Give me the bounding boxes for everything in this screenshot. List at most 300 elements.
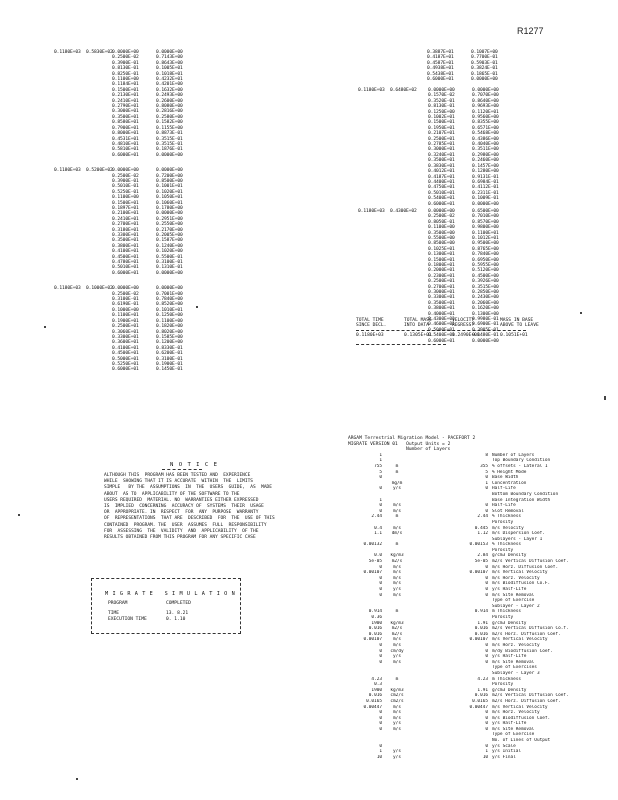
param-cell: m2/s Vertical Diffusion Co.f. xyxy=(492,626,569,632)
table-cell: 0.6571E+00 xyxy=(472,125,499,131)
param-cell: 2.44 xyxy=(371,514,382,520)
table-cell: 0.1620E+00 xyxy=(472,306,499,312)
param-cell: 0 xyxy=(379,726,382,732)
param-cell: m xyxy=(395,463,399,469)
param-cell: y/s xyxy=(393,486,401,492)
table-cell: 0.8580E+01 xyxy=(112,120,139,126)
param-cell: 0.00107 xyxy=(363,570,382,576)
table-cell: 0.5250E-01 xyxy=(112,189,139,195)
table-cell: 0.4500E+01 xyxy=(112,351,139,357)
param-cell: y/s xyxy=(393,721,401,727)
table-cell: 0.1009E-01 xyxy=(472,196,499,202)
table-cell: 0.4112E-01 xyxy=(472,185,499,191)
param-cell: 5 xyxy=(485,469,488,475)
param-cell: 0.914 xyxy=(368,609,382,615)
table-cell: 0.2500E+01 xyxy=(428,279,455,285)
param-cell: m/s Horz. Velocity xyxy=(492,642,540,648)
param-cell: y/s Scale xyxy=(492,743,516,749)
table-cell: 0.6950E+00 xyxy=(472,257,499,263)
param-cell: m/s xyxy=(393,570,401,576)
table-cell: 0.8050E-01 xyxy=(428,219,455,225)
param-cell: 5e-05 xyxy=(474,559,488,565)
table-cell: 0.5500E+00 xyxy=(428,235,455,241)
param-cell: 0 xyxy=(379,564,382,570)
param-cell: Type of Exercises xyxy=(492,665,537,671)
param-cell: m/s Horz. Velocity xyxy=(492,575,540,581)
param-cell: 0.914 xyxy=(474,609,488,615)
param-cell: m/s Biodiffusion Co.F. xyxy=(492,581,551,587)
table-key xyxy=(54,153,112,158)
table-cell: 0.0000E+00 xyxy=(156,50,183,55)
param-cell: 0.016 xyxy=(368,626,382,632)
table-cell: 0.6500E+00 xyxy=(472,208,499,214)
table-cell: 0.5120E+00 xyxy=(472,268,499,274)
summary-value-2: 0.1305E+01 xyxy=(404,333,432,339)
table-cell: 0.2300E+01 xyxy=(428,273,455,279)
table-cell: 0.6190E-01 xyxy=(112,302,139,308)
table-cell: 0.1025E+01 xyxy=(428,246,455,252)
param-cell: 0 xyxy=(379,654,382,660)
table-cell: 0.4000E+01 xyxy=(428,311,455,317)
param-cell: 1.91 xyxy=(477,687,488,693)
table-cell: 0.1100E+00 xyxy=(112,77,139,83)
table-cell: 0.1020E+01 xyxy=(156,189,183,195)
table-cell: 0.9800E+00 xyxy=(472,225,499,231)
param-cell: % Thickness xyxy=(492,542,522,548)
param-cell: g/cm3 Density xyxy=(492,687,527,693)
notice-line: CONTAINED PROGRAM. THE USER ASSUMES FULL RESPONSIBILITY xyxy=(104,522,267,528)
run-box-row-label: EXECUTION TIME xyxy=(108,617,147,622)
param-cell: No. of Lines of Output xyxy=(492,738,551,744)
table-cell: 0.4100E+01 xyxy=(112,345,139,351)
table-cell: 0.0000E+00 xyxy=(472,338,499,344)
param-cell: Base Integration Width xyxy=(492,497,551,503)
param-cell: 0 xyxy=(485,575,488,581)
table-cell: 0.5010E-01 xyxy=(112,184,139,190)
table-cell: 0.6900E-01 xyxy=(472,322,499,328)
param-cell: 0.445 xyxy=(474,525,488,531)
table-cell: 0.9500E+00 xyxy=(472,241,499,247)
param-cell: 0 xyxy=(485,642,488,648)
table-cell: 0.1450E-01 xyxy=(156,367,183,373)
table-cell: 0.5500E-01 xyxy=(156,254,183,260)
table-cell: 0.3500E+00 xyxy=(428,230,455,236)
table-cell: 0.1100E+01 xyxy=(472,230,499,236)
param-cell: Porosity xyxy=(492,682,514,688)
param-cell: Number of Layers xyxy=(492,452,535,458)
param-cell: 0 xyxy=(485,659,488,665)
table-cell: 0.3905E-01 xyxy=(472,327,499,333)
table-cell: 0.1800E+01 xyxy=(428,263,455,268)
table-row xyxy=(54,153,204,158)
table-cell: 0.3000E+01 xyxy=(428,290,455,296)
param-cell: 1.1 xyxy=(374,531,382,537)
run-box-row-label: TIME xyxy=(108,611,120,616)
param-cell: 0.016 xyxy=(368,631,382,637)
param-cell: m2/s Horz. Diffusion Coef. xyxy=(492,631,561,637)
table-cell: 0.8873E-01 xyxy=(156,131,183,137)
param-cell: Porosity xyxy=(492,547,514,553)
param-cell: m2/s Vertical Diffusion Coef. xyxy=(492,559,569,565)
table-cell: 0.1120E+01 xyxy=(472,109,499,115)
table-cell: 0.1500E+01 xyxy=(112,200,139,206)
param-cell: m xyxy=(395,609,399,615)
param-cell: 0 xyxy=(485,475,488,481)
summary-header-1: TOTAL TIME SINCE DECL. xyxy=(356,318,387,329)
param-cell: 0 xyxy=(485,508,488,514)
table-cell: 0.1001E+01 xyxy=(156,184,183,190)
table-cell: 0.4012E+01 xyxy=(428,169,455,175)
param-cell: m xyxy=(395,514,399,520)
table-cell: 0.2816E+00 xyxy=(156,109,183,115)
table-cell: 0.2700E+01 xyxy=(428,284,455,290)
top-right-data-tables xyxy=(358,88,518,346)
notice-line: OF REPRESENTATIONS THAT ARE DESCRIBED FOR THE USE OF THIS xyxy=(104,516,275,522)
table-cell: 0.3511E+00 xyxy=(472,147,499,153)
table-cell: 0.3600E+01 xyxy=(112,340,139,346)
table-cell: 0.2311E-01 xyxy=(472,190,499,196)
param-cell: 1 xyxy=(485,480,488,486)
param-cell: % Thickness xyxy=(492,514,522,520)
notice-line: OR APPROPRIATE. IN RESPECT FOR ANY PURPOSE WARRANTY xyxy=(104,510,259,516)
table-cell: 0.3800E+01 xyxy=(112,243,139,249)
table-cell: 0.4187E+01 xyxy=(428,174,455,180)
param-cell: 0 xyxy=(379,715,382,721)
param-cell: 0.4 xyxy=(374,525,382,531)
notice-line: WHILE SHOWING THAT IT IS ACCURATE WITHIN THE LIMITS xyxy=(104,479,254,485)
param-section-title: Number of Layers xyxy=(406,447,451,453)
table-cell: 0.1280E+00 xyxy=(472,169,499,175)
param-cell: 0 xyxy=(485,721,488,727)
param-cell: 0.00107 xyxy=(363,637,382,643)
summary-block xyxy=(356,318,556,345)
table-cell: 0.8250E-01 xyxy=(112,71,139,77)
param-cell: 1 xyxy=(379,452,382,458)
param-cell: y/s xyxy=(393,754,401,760)
table-cell: 0.8640E+00 xyxy=(472,98,499,104)
table-cell: 0.8500E+00 xyxy=(156,178,183,184)
param-cell: 2.84 xyxy=(477,553,488,559)
run-box-row-value: 13. 8.21 xyxy=(166,611,189,616)
table-cell: 0.1000E+00 xyxy=(112,307,139,313)
table-cell: 0.7900E+01 xyxy=(112,125,139,131)
param-cell xyxy=(412,755,444,761)
table-cell: 0.3100E-01 xyxy=(156,356,183,362)
table-cell: 0.2700E+01 xyxy=(112,222,139,228)
param-cell: Base Width xyxy=(492,475,519,481)
table-cell: 0.3060E+01 xyxy=(112,329,139,335)
table-cell: 0.2170E+00 xyxy=(156,227,183,233)
param-cell: Bottom Boundary Condition xyxy=(492,491,559,497)
table-cell: 0.8570E+00 xyxy=(472,219,499,225)
table-cell: 0.4600E+01 xyxy=(428,322,455,328)
scan-speck xyxy=(44,326,46,328)
param-cell: Concentration xyxy=(492,480,527,486)
table-cell: 0.0000E+00 xyxy=(156,152,183,158)
table-cell: 0.6200E-01 xyxy=(156,351,183,357)
param-cell: 0 xyxy=(485,592,488,598)
table-cell: 0.1020E+00 xyxy=(156,249,183,255)
param-header-line-1: ARGAM Terrestrial Migration Model - PACEFORT 2 xyxy=(348,436,476,441)
param-cell: 0 xyxy=(379,575,382,581)
table-cell: 0.1900E-01 xyxy=(156,361,183,367)
param-cell: m/s Horz. Velocity xyxy=(492,710,540,716)
table-cell: 0.1500E+01 xyxy=(428,257,455,263)
param-cell: m/s Dispersion Coef. xyxy=(492,531,545,537)
param-cell: Sublayer - Layer 2 xyxy=(492,603,540,609)
table-cell: 0.1876E-01 xyxy=(156,147,183,153)
data-table xyxy=(54,50,204,158)
table-cell: 0.8000E+01 xyxy=(112,131,139,137)
param-cell: kg/m3 xyxy=(390,687,404,693)
table-cell: 0.1012E+01 xyxy=(472,235,499,241)
table-cell: 0.6984E-01 xyxy=(472,179,499,185)
param-cell: 0.00107 xyxy=(469,570,488,576)
param-cell: m/s Site Removal xyxy=(492,659,535,665)
param-cell: m/s xyxy=(393,715,401,721)
table-cell: 0.3240E+01 xyxy=(428,152,455,158)
param-cell: 0 xyxy=(379,721,382,727)
table-cell: 0.5000E+01 xyxy=(428,327,455,333)
notice-block xyxy=(104,462,314,541)
table-cell: 0.2500E+01 xyxy=(428,136,455,142)
param-cell: 1900 xyxy=(371,687,382,693)
param-cell: m/s xyxy=(393,592,401,598)
param-cell: 0.00153 xyxy=(469,542,488,548)
table-cell: 0.3180E+01 xyxy=(112,227,139,233)
param-cell: 0 xyxy=(379,710,382,716)
param-cell: 0 xyxy=(379,486,382,492)
summary-value-3: 0.2490E+00 xyxy=(452,333,480,339)
table-cell: 0.3500E+01 xyxy=(428,300,455,306)
table-cell: 0.4780E+01 xyxy=(112,260,139,266)
table-cell: 0.4187E+01 xyxy=(427,55,454,61)
param-cell: m Thickness xyxy=(492,676,522,682)
run-box-row-value: 0. 1.10 xyxy=(166,617,186,622)
notice-line: SIMPLE BY THE ASSUMPTIONS IN THE USERS GUIDE, AS MADE xyxy=(104,485,272,491)
param-cell: % Height Mode xyxy=(492,469,527,475)
param-cell: m/s xyxy=(393,575,401,581)
table-cell: 0.8355E+00 xyxy=(472,120,499,126)
table-cell: 0.1632E+00 xyxy=(156,87,183,93)
table-key: 0.1180E+03 0.5200E+02 xyxy=(54,168,113,174)
param-cell: 0 xyxy=(379,642,382,648)
table-cell: 0.5955E+00 xyxy=(472,263,499,268)
param-cell: 5 xyxy=(379,469,382,475)
table-cell: 0.5810E+01 xyxy=(112,147,139,153)
notice-title: N O T I C E xyxy=(169,462,219,468)
table-cell: 0.2500E-02 xyxy=(112,55,139,61)
table-cell: 0.9560E+00 xyxy=(472,115,499,121)
table-cell: 0.6000E+01 xyxy=(428,201,455,207)
param-cell: 0.0165 xyxy=(366,698,382,704)
table-cell: 0.1500E+01 xyxy=(112,87,139,93)
param-cell: y/s Initial xyxy=(492,749,522,755)
param-cell: 0 xyxy=(485,726,488,732)
notice-title-rule xyxy=(162,469,202,470)
param-cell: m/s Velocity xyxy=(492,525,524,531)
param-cell: 0 xyxy=(379,587,382,593)
table-cell: 0.6000E+01 xyxy=(427,77,454,83)
table-row xyxy=(54,271,204,276)
table-cell: 0.1310E-01 xyxy=(156,265,183,271)
table-cell: 0.2580E+00 xyxy=(156,114,183,120)
param-cell: m/s Biodiffusion Coef. xyxy=(492,715,551,721)
table-cell: 0.7001E+00 xyxy=(156,291,183,297)
table-key: 0.1180E+03 0.1000E+02 xyxy=(54,286,113,292)
param-cell: y/s Final xyxy=(492,754,516,760)
param-cell: 0 xyxy=(485,743,488,749)
scan-speck xyxy=(604,396,606,400)
param-cell: 0.00132 xyxy=(363,542,382,548)
param-cell: 1 xyxy=(379,497,382,503)
table-cell: 0.2410E+01 xyxy=(112,216,139,222)
parameter-listing xyxy=(348,436,588,760)
table-row xyxy=(427,77,507,82)
table-cell: 0.4500E+01 xyxy=(112,254,139,260)
table-cell: 0.3000E+01 xyxy=(112,109,139,115)
table-cell: 0.4500E+00 xyxy=(472,273,499,279)
scan-speck xyxy=(76,778,78,780)
summary-header-2: TOTAL MASS INTO DATA xyxy=(404,318,432,329)
param-cell: 0 xyxy=(379,592,382,598)
table-cell: 0.1897E+01 xyxy=(112,205,139,211)
table-cell: 0.2550E+00 xyxy=(156,222,183,228)
table-cell: 0.4587E+01 xyxy=(427,60,454,66)
table-key xyxy=(54,367,112,372)
param-cell: m/s Horz. Diffusion Coef. xyxy=(492,564,559,570)
param-cell: y/s xyxy=(393,749,401,755)
summary-value-1: 0.1180E+03 xyxy=(356,333,384,339)
param-cell: 10 xyxy=(376,754,382,760)
table-cell: 0.1100E+00 xyxy=(156,318,183,324)
table-cell: 0.8130E-01 xyxy=(428,104,455,110)
param-cell: m/s Site Removal xyxy=(492,726,535,732)
param-cell: m2/s Horz. Diffusion Coef. xyxy=(492,698,561,704)
table-cell: 0.1100E+00 xyxy=(112,195,139,201)
table-cell: 0.3300E+01 xyxy=(112,233,139,238)
table-cell: 0.3520E-01 xyxy=(428,98,455,104)
table-row xyxy=(358,202,518,207)
table-cell: 0.1250E+00 xyxy=(156,313,183,319)
param-cell: m/s xyxy=(393,503,401,509)
table-cell: 0.2060E+00 xyxy=(472,300,499,306)
page-id: R1277 xyxy=(517,26,544,36)
table-cell: 0.1570E-02 xyxy=(428,93,455,99)
param-cell: m/s xyxy=(393,704,401,710)
notice-line: FOR ASSESSING THE VALIDITY AND APPLICABILITY OF THE xyxy=(104,528,259,534)
table-cell: 0.3800E+01 xyxy=(428,306,455,312)
data-table xyxy=(358,88,518,207)
param-cell: 1 xyxy=(485,749,488,755)
summary-header-3: VELOCITY REGRESS? xyxy=(452,318,475,329)
table-cell: 0.3515E-01 xyxy=(156,141,183,147)
table-cell: 0.2500E-02 xyxy=(112,173,139,179)
param-cell: 0 xyxy=(379,743,382,749)
summary-value-4: 0.1051E+01 xyxy=(500,333,528,339)
table-cell: 0.7200E+00 xyxy=(156,173,183,179)
table-cell: 0.2980E+00 xyxy=(472,152,499,158)
param-cell: m/s xyxy=(393,726,401,732)
param-cell: 0 xyxy=(379,659,382,665)
param-cell: Sublayers - Layer 1 xyxy=(492,536,543,542)
table-cell: 0.7070E+00 xyxy=(472,93,499,99)
table-cell: 0.1950E+01 xyxy=(428,125,455,131)
table-cell: 0.5010E+01 xyxy=(112,265,139,271)
table-cell: 0.1200E+00 xyxy=(156,340,183,346)
param-cell: m xyxy=(395,542,399,548)
scan-speck xyxy=(18,514,20,516)
param-cell: Porosity xyxy=(492,615,514,620)
param-cell: Porosity xyxy=(492,519,514,525)
table-cell: 0.2460E+00 xyxy=(472,158,499,164)
table-cell: 0.4100E+01 xyxy=(112,249,139,255)
run-box-col-b: COMPLETED xyxy=(166,601,191,606)
table-cell: 0.5438E+01 xyxy=(427,71,454,77)
table-cell: 0.1900E+01 xyxy=(112,318,139,324)
param-cell: 0 xyxy=(379,503,382,509)
table-cell: 0.3900E-01 xyxy=(112,178,139,184)
table-cell: 0.0000E+00 xyxy=(428,88,455,93)
table-cell: 0.1100E+00 xyxy=(428,225,455,231)
table-cell: 0.1300E+00 xyxy=(472,311,499,317)
table-cell: 0.3926E+00 xyxy=(472,279,499,285)
param-cell: Half-Life xyxy=(492,486,516,492)
param-cell: cm/dy xyxy=(390,648,404,654)
param-cell: Slot Removal xyxy=(492,508,524,514)
table-cell: 0.9693E+00 xyxy=(472,104,499,110)
param-cell: kg/m3 xyxy=(390,553,404,559)
table-cell: 0.7840E+00 xyxy=(472,252,499,258)
table-cell: 0.4938E+01 xyxy=(427,66,454,72)
run-box-title: M I G R A T E S I M U L A T I O N xyxy=(105,591,236,597)
param-cell: Top Boundary Condition xyxy=(492,458,551,464)
param-cell: m/s Vertical Velocity xyxy=(492,570,548,576)
param-cell: m/s xyxy=(393,710,401,716)
table-cell: 0.8130E-01 xyxy=(112,66,139,72)
param-cell: Half-Life xyxy=(492,503,516,509)
table-cell: 0.4300E+01 xyxy=(428,317,455,323)
table-cell: 0.1480E-01 xyxy=(472,333,499,339)
table-cell: 0.8500E+00 xyxy=(428,241,455,247)
notice-line: IS IMPLIED CONCERNING ACCURACY OF SYSTEMS THEIR USAGE xyxy=(104,504,264,510)
param-cell: 0.016 xyxy=(474,626,488,632)
param-cell: 4.23 xyxy=(371,676,382,682)
param-cell: 755 xyxy=(374,463,382,469)
param-cell: 0.016 xyxy=(474,631,488,637)
param-cell: m/s xyxy=(393,659,401,665)
param-cell: g/cm3 Density xyxy=(492,620,527,626)
table-cell: 0.1100E+01 xyxy=(112,313,139,319)
table-cell: 0.4386E+00 xyxy=(472,136,499,142)
table-cell: 0.1780E+00 xyxy=(156,205,183,211)
table-cell: 0.8080E+00 xyxy=(156,104,183,110)
table-cell: 0.5250E+01 xyxy=(112,361,139,367)
table-cell: 0.6000E+01 xyxy=(112,367,139,373)
table-cell: 0.3300E+01 xyxy=(112,334,139,340)
table-cell: 0.3000E+01 xyxy=(428,147,455,153)
table-cell: 0.5400E+01 xyxy=(428,333,455,339)
table-cell: 0.3100E-01 xyxy=(112,297,139,303)
table-key: 0.1180E+03 0.5830E+02 xyxy=(54,50,113,55)
param-cell: 1900 xyxy=(371,620,382,626)
notice-line: USERS REQUIRED MATERIAL. NO WARRANTIES EITHER EXPRESSED xyxy=(104,497,259,503)
param-cell: 1.91 xyxy=(477,620,488,626)
table-cell: 0.3515E-01 xyxy=(156,136,183,142)
param-cell: 0 xyxy=(485,648,488,654)
param-cell: 0.00447 xyxy=(469,704,488,710)
param-cell: % offsets - Lateral 1 xyxy=(492,463,548,469)
